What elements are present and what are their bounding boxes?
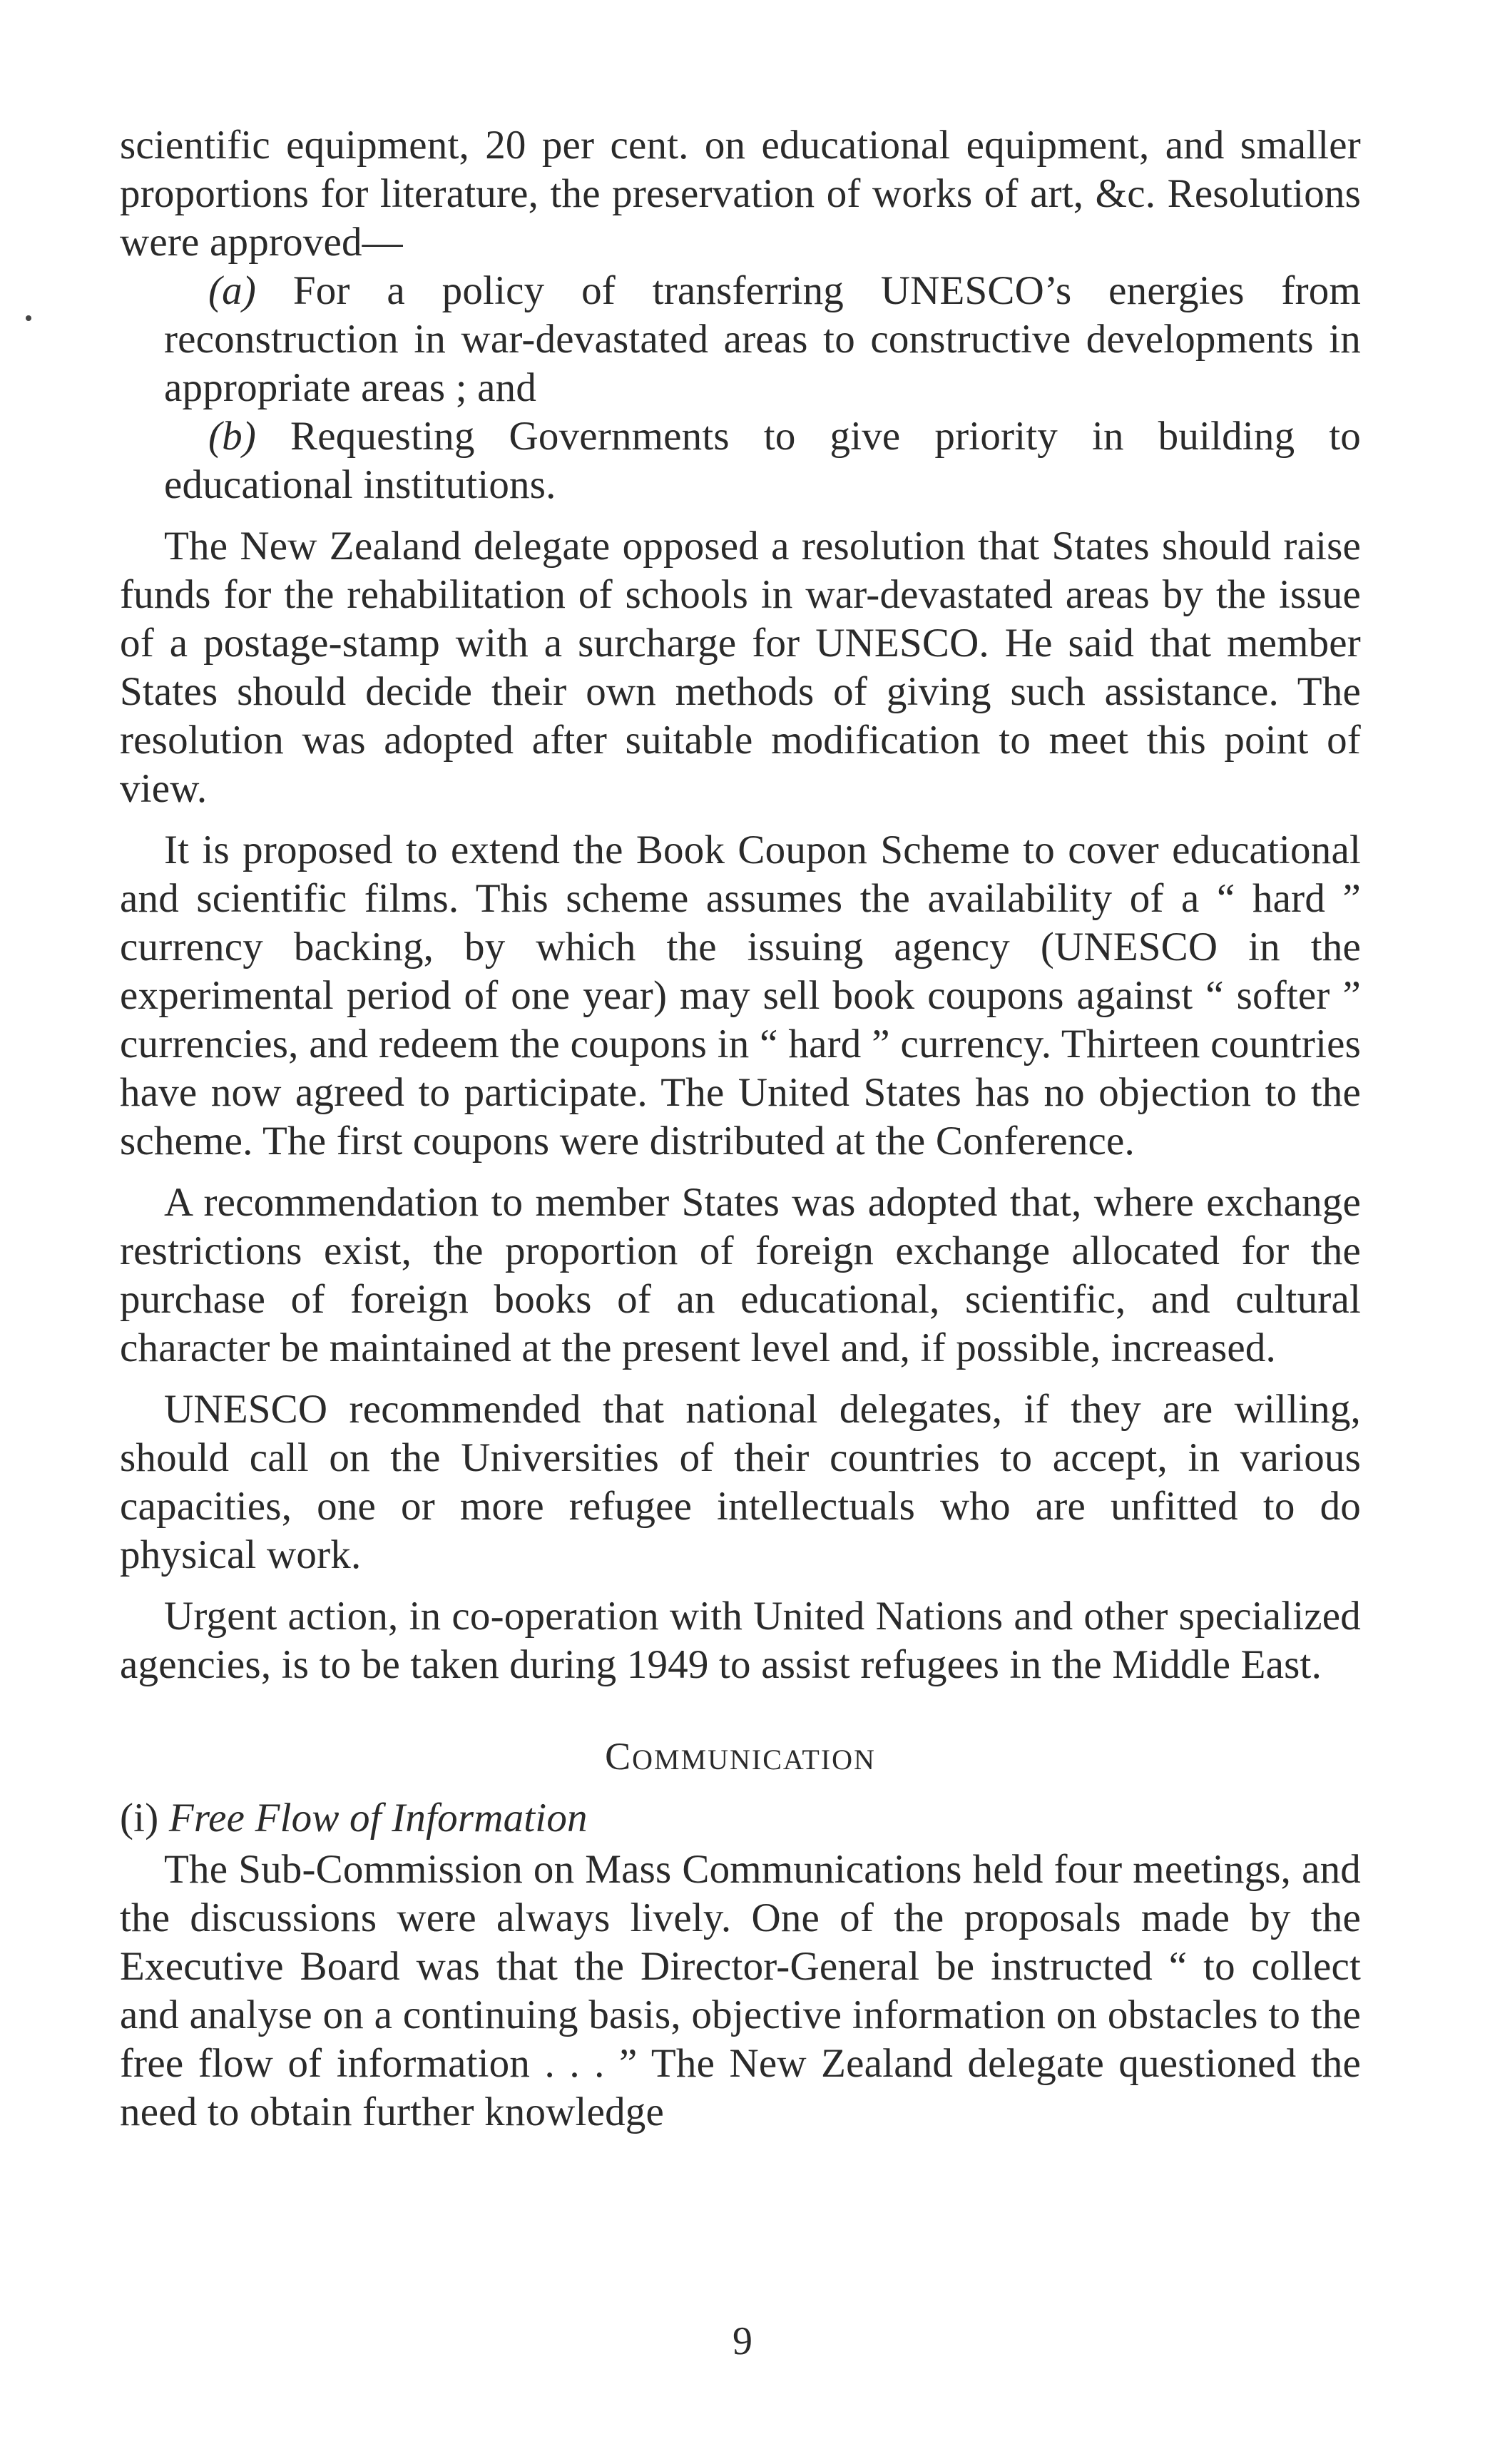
book-coupon-paragraph: It is proposed to extend the Book Coupon Scheme to cover educational and scientific films. This scheme assumes the availability of a “ hard ” currency backing, by which the issuing agency (UNESCO in the experimental period of one year) may sell book coupons against “ softer ” currencies, and redeem the coupons in “ hard ” currency. Thirteen countries have now agreed to participate. The United States has no objection to the scheme. The first coupons were distributed at the Conference.	[120, 828, 1361, 1164]
mass-communications-paragraph: The Sub-Commission on Mass Communications held four meetings, and the discussions were always lively. One of the proposals made by the Executive Board was that the Director-General be instructed “ to collect and analyse on a continuing basis, objective information on obstacles to the free flow of information . . . ” The New Zealand delegate questioned the need to obtain further knowledge	[120, 1847, 1361, 2134]
middle-east-paragraph: Urgent action, in co-operation with United Nations and other specialized agencies, is to be taken during 1949 to assist refugees in the Middle East.	[120, 1594, 1361, 1687]
item-b-label: (b)	[208, 414, 257, 459]
resolution-item-b	[120, 412, 1361, 509]
nz-stamp-paragraph: The New Zealand delegate opposed a resolution that States should raise funds for the rehabilitation of schools in war-devastated areas by the issue of a postage-stamp with a surcharge for UNESCO. He said that member States should decide their own methods of giving such assistance. The resolution was adopted after suitable modification to meet this point of view.	[120, 524, 1361, 811]
subsection-number: (i)	[120, 1796, 169, 1841]
page-number: 9	[733, 2319, 752, 2363]
resolution-item-a	[120, 267, 1361, 412]
page-body	[120, 121, 1361, 2137]
subsection-heading	[120, 1794, 1361, 1843]
item-a-label: (a)	[208, 268, 257, 313]
refugee-intellectuals-paragraph: UNESCO recommended that national delegates, if they are willing, should call on the Universities of their countries to accept, in various capacities, one or more refugee intellectuals who are unfitted to do physical work.	[120, 1387, 1361, 1577]
section-heading-rest: OMMUNICATION	[632, 1743, 876, 1776]
section-heading	[120, 1732, 1361, 1784]
subsection-title: Free Flow of Information	[168, 1796, 588, 1841]
section-heading-initial: C	[605, 1735, 633, 1778]
foreign-exchange-paragraph: A recommendation to member States was adopted that, where exchange restrictions exist, the proportion of foreign exchange allocated for the purchase of foreign books of an educational, scientific, and cultural character be maintained at the present level and, if possible, increased.	[120, 1180, 1361, 1370]
margin-mark	[26, 315, 31, 321]
item-b-text: Requesting Governments to give priority in building to educational institutions.	[164, 414, 1361, 507]
item-a-text: For a policy of transferring UNESCO’s energies from reconstruction in war-devastated areas to constructive developments in appropriate areas ; and	[164, 268, 1361, 410]
intro-paragraph: scientific equipment, 20 per cent. on educational equipment, and smaller proportions for literature, the preservation of works of art, &c. Resolutions were approved—	[120, 123, 1361, 265]
